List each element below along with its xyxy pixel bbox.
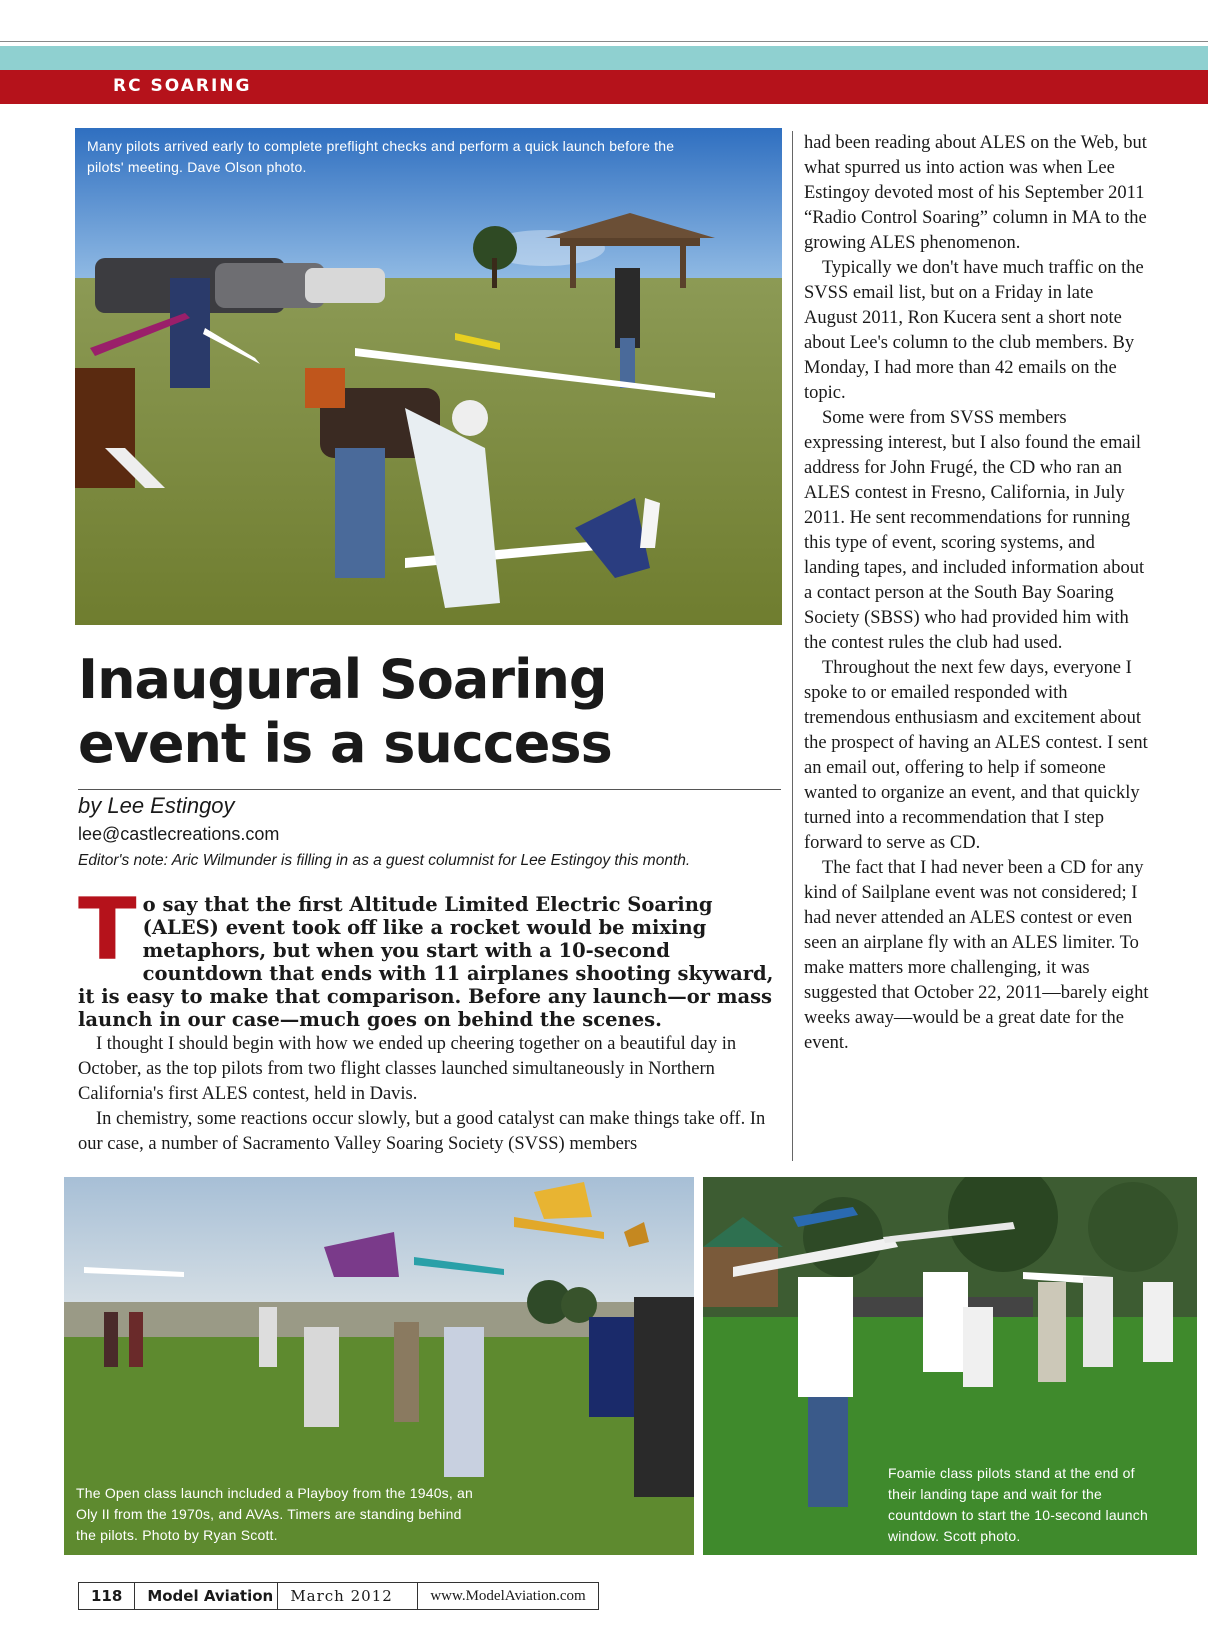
page-number: 118 [79, 1583, 135, 1609]
issue-date: March 2012 [278, 1583, 418, 1609]
body-paragraph: The fact that I had never been a CD for any kind of Sailplane event was not considered; I had never attended an ALES contest or even seen an airplane fly with an ALES limiter. To make matters more challenging, it was suggested that October 22, 2011—barely eight weeks away—would be a great date for the event. [804, 858, 1149, 1053]
editor-note: Editor's note: Aric Wilmunder is filling in as a guest columnist for Lee Estingoy this month. [78, 852, 691, 869]
bottom-right-photo [703, 1177, 1197, 1555]
lead-text: o say that the first Altitude Limited Electric Soaring (ALES) event took off like a rocket would be mixing metaphors, but when you start with a 10-second countdown that ends with 11 airplanes shooting skyward, it is easy to make that comparison. Before any launch—or mass launch in our case—much goes on behind the scenes. [78, 893, 774, 1031]
bottom-left-photo [64, 1177, 694, 1555]
website-link[interactable]: www.ModelAviation.com [430, 1588, 586, 1604]
byline: by Lee Estingoy [78, 793, 235, 818]
top-photo [75, 128, 782, 625]
top-rule [0, 41, 1208, 42]
lead-paragraph [78, 880, 778, 1031]
page-footer [78, 1582, 599, 1610]
body-paragraph: In chemistry, some reactions occur slowly, but a good catalyst can make things take off. In our case, a number of Sacramento Valley Soaring Society (SVSS) members [78, 1109, 766, 1154]
section-label: RC SOARING [113, 76, 252, 96]
teal-band [0, 46, 1208, 70]
field-scene-image [75, 128, 782, 625]
body-paragraph: Some were from SVSS members expressing interest, but I also found the email address for John Frugé, the CD who ran an ALES contest in Fresno, California, in July 2011. He sent recommendations for running this type of event, scoring systems, and landing tapes, and included information about a contact person at the South Bay Soaring Society (SBSS) who had provided him with the contest rules the club had used. [804, 408, 1145, 653]
bottom-left-caption: The Open class launch included a Playboy from the 1940s, an Oly II from the 1970s, and AVAs. Timers are standing behind the pilots. Photo by Ryan Scott. [76, 1485, 474, 1543]
body-column-right [804, 131, 1149, 1056]
body-paragraph: Throughout the next few days, everyone I spoke to or emailed responded with tremendous enthusiasm and excitement about the prospect of having an ALES contest. I sent an email out, offering to help if someone wanted to organize an event, and that quickly turned into a recommendation that I step forward to serve as CD. [804, 658, 1148, 853]
body-paragraph: I thought I should begin with how we ended up cheering together on a beautiful day in October, as the top pilots from two flight classes launched simultaneously in Northern California's first ALES contest, held in Davis. [78, 1034, 737, 1104]
top-photo-caption: Many pilots arrived early to complete preflight checks and perform a quick launch before the pilots' meeting. Dave Olson photo. [87, 138, 675, 175]
author-email[interactable]: lee@castlecreations.com [78, 824, 280, 844]
article-title: Inaugural Soaring event is a success [78, 648, 612, 775]
drop-cap: T [78, 880, 137, 980]
body-paragraph: Typically we don't have much traffic on the SVSS email list, but on a Friday in late August 2011, Ron Kucera sent a short note about Lee's column to the club members. By Monday, I had more than 42 emails on the topic. [804, 258, 1144, 403]
bottom-right-caption: Foamie class pilots stand at the end of their landing tape and wait for the countdown to start the 10-second launch window. Scott photo. [888, 1465, 1148, 1544]
body-column-left [78, 1032, 780, 1157]
magazine-name: Model Aviation [135, 1583, 278, 1609]
headline-rule [78, 789, 781, 790]
column-rule [792, 131, 793, 1161]
body-paragraph: had been reading about ALES on the Web, but what spurred us into action was when Lee Estingoy devoted most of his September 2011 “Radio Control Soaring” column in MA to the growing ALES phenomenon. [804, 133, 1147, 253]
